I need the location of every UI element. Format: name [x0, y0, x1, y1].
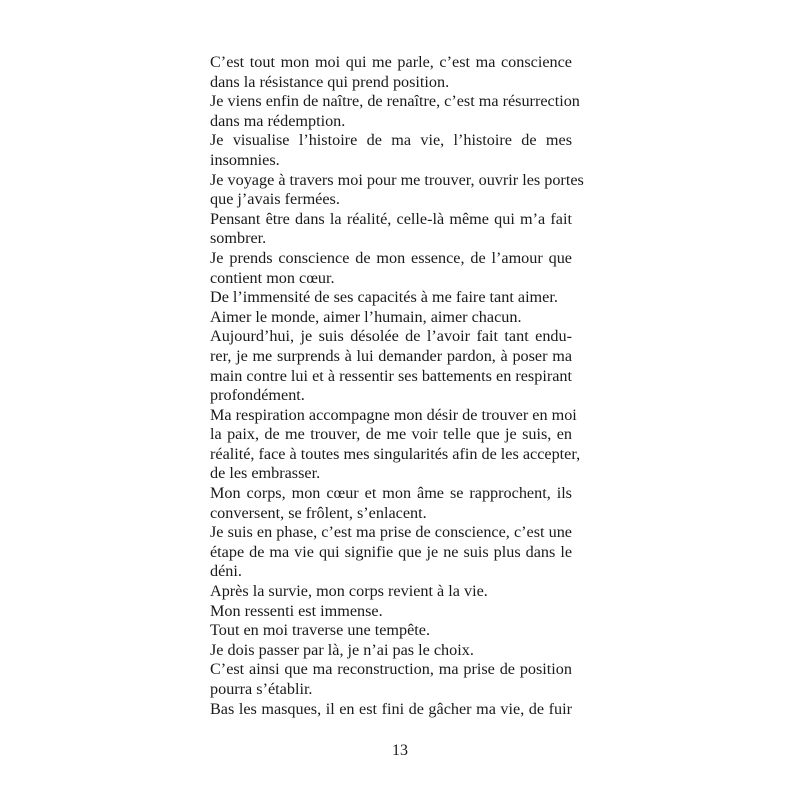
text-line: De l’immensité de ses capacités à me faire tant aimer. [210, 288, 558, 307]
text-line: main contre lui et à ressentir ses battements en respirant [210, 366, 572, 385]
text-line: Je viens enfin de naître, de renaître, c’est ma résurrection [210, 92, 580, 111]
text-line: Après la survie, mon corps revient à la vie. [210, 582, 488, 601]
text-line: sombrer. [210, 229, 267, 248]
text-line: Je voyage à travers moi pour me trouver, ouvrir les portes [210, 170, 584, 189]
text-line: Mon ressenti est immense. [210, 601, 383, 620]
text-line: Mon corps, mon cœur et mon âme se rapprochent, ils [210, 484, 572, 503]
text-line: insomnies. [210, 150, 280, 169]
text-line: Bas les masques, il en est fini de gâcher ma vie, de fuir [210, 699, 572, 718]
body-text [210, 53, 584, 719]
text-line: C’est ainsi que ma reconstruction, ma prise de position [210, 660, 572, 679]
text-line: Tout en moi traverse une tempête. [210, 621, 431, 640]
text-line: profondément. [210, 386, 305, 405]
text-line: Pensant être dans la réalité, celle-là même qui m’a fait [210, 209, 572, 228]
text-line: Aimer le monde, aimer l’humain, aimer chacun. [210, 307, 522, 326]
page-number: 13 [392, 742, 408, 759]
text-line: de les embrasser. [210, 464, 321, 483]
text-line: rer, je me surprends à lui demander pardon, à poser ma [210, 346, 572, 365]
text-line: dans ma rédemption. [210, 111, 346, 130]
text-line: Je suis en phase, c’est ma prise de conscience, c’est une [210, 523, 572, 542]
text-line: conversent, se frôlent, s’enlacent. [210, 503, 427, 522]
text-line: Aujourd’hui, je suis désolée de l’avoir fait tant endu- [210, 327, 572, 346]
text-line: étape de ma vie qui signifie que je ne suis plus dans le [210, 542, 572, 561]
text-line: que j’avais fermées. [210, 190, 340, 209]
text-line: Je visualise l’histoire de ma vie, l’histoire de mes [210, 131, 572, 150]
text-line: réalité, face à toutes mes singularités afin de les accepter, [210, 444, 581, 463]
text-line: dans la résistance qui prend position. [210, 72, 450, 91]
text-line: déni. [210, 562, 242, 581]
text-line: contient mon cœur. [210, 268, 335, 287]
text-line: Ma respiration accompagne mon désir de trouver en moi [210, 405, 577, 424]
text-line: C’est tout mon moi qui me parle, c’est ma conscience [210, 53, 572, 71]
text-line: Je dois passer par là, je n’ai pas le choix. [210, 640, 474, 659]
text-line: Je prends conscience de mon essence, de l’amour que [210, 248, 572, 267]
text-line: pourra s’établir. [210, 680, 313, 698]
text-line: la paix, de me trouver, de me voir telle que je suis, en [210, 425, 572, 444]
